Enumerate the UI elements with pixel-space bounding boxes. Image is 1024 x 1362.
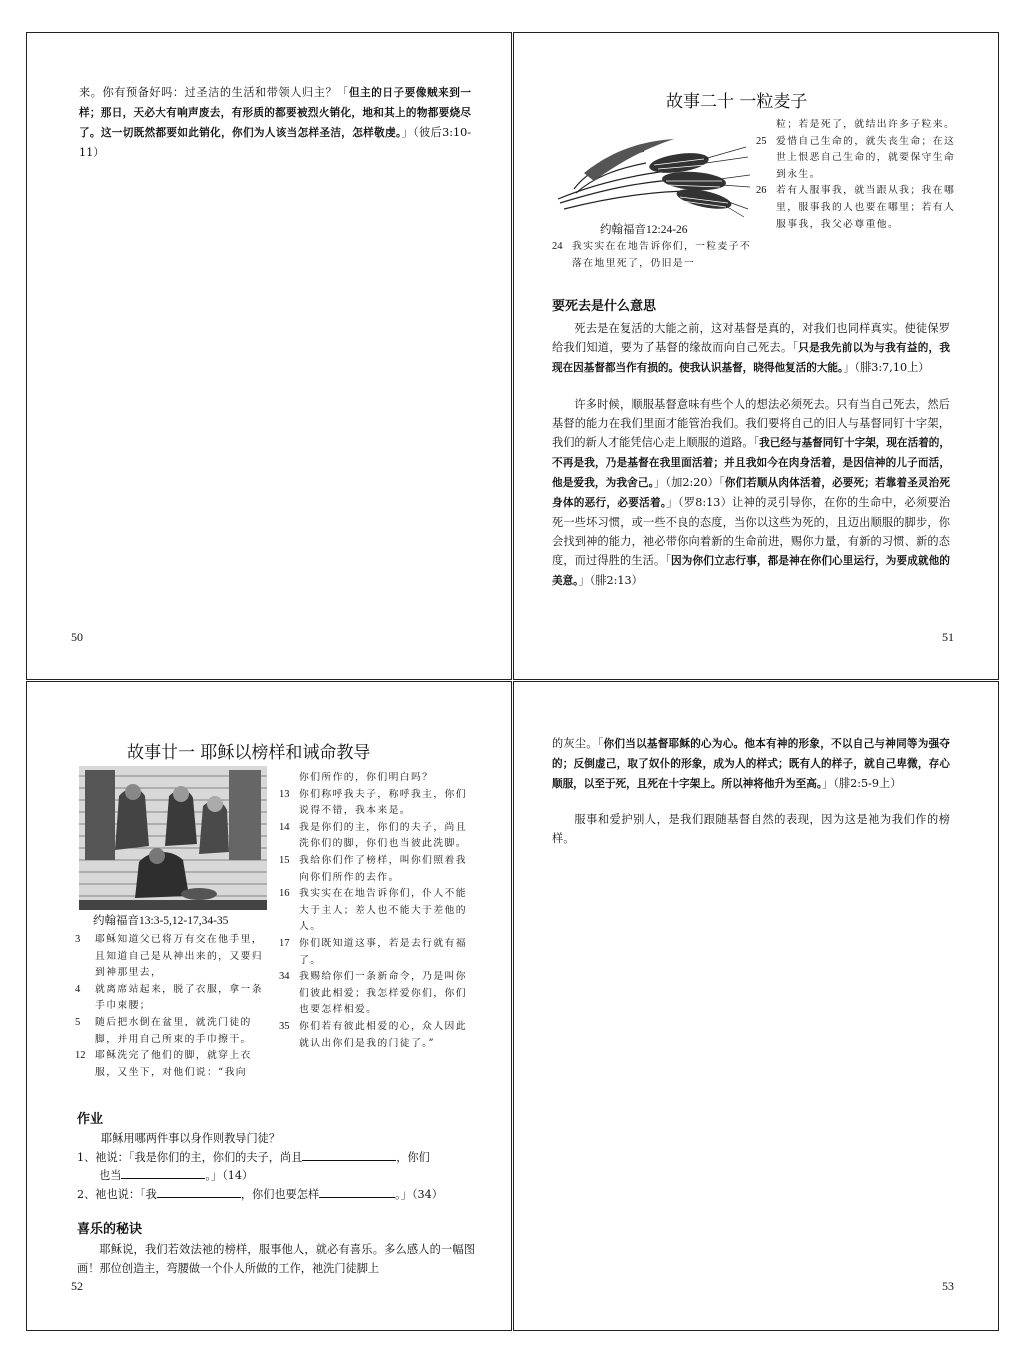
p50-bold-quote: 但主的日子要像贼来到一样；那日，天必大有响声废去，有形质的都要被烈火销化，地和其上的物都要烧尽了。这一切既然都要如此销化，你们为人该当怎样圣洁，怎样敬虔。 <box>79 87 471 139</box>
page-53 <box>513 681 999 1331</box>
verse-number: 26 <box>756 185 767 197</box>
verse-text: 我实实在在地告诉你们，一粒麦子不落在地里死了，仍旧是一 <box>572 241 752 269</box>
verse-text: 就离席站起来，脱了衣服，拿一条手巾束腰； <box>95 983 263 1012</box>
joy-paragraph: 耶稣说，我们若效法祂的榜样，服事他人，就必有喜乐。多么感人的一幅图画！那位创造主，弯腰做一个仆人所做的工作，祂洗门徒脚上 <box>77 1243 475 1275</box>
page-number: 50 <box>71 630 83 644</box>
page-52 <box>26 681 512 1331</box>
verse-text: 你们若有彼此相爱的心，众人因此就认出你们是我的门徒了。” <box>299 1020 467 1049</box>
verse-text: 你们称呼我夫子，称呼我主，你们说得不错，我本来是。 <box>299 788 467 817</box>
answer-blank[interactable] <box>157 1186 241 1198</box>
page-number: 53 <box>942 1279 954 1293</box>
page-number: 52 <box>71 1279 83 1293</box>
verse-text: 我是你们的主，你们的夫子，尚且洗你们的脚，你们也当彼此洗脚。 <box>299 821 467 850</box>
verse <box>279 787 477 820</box>
verses-right <box>756 117 956 233</box>
p53-paragraph-2: 服事和爱护别人，是我们跟随基督自然的表现，因为这是祂为我们作的榜样。 <box>552 813 950 845</box>
answer-blank[interactable] <box>319 1186 395 1198</box>
verse <box>279 1019 477 1052</box>
verse-text: 随后把水倒在盆里，就洗门徒的脚，并用自己所束的手巾擦干。 <box>95 1016 252 1045</box>
foot-washing-illustration <box>79 766 267 910</box>
verse-number <box>756 117 776 134</box>
verse-number: 12 <box>75 1050 86 1062</box>
verse <box>279 853 477 886</box>
story-title: 故事二十 一粒麦子 <box>666 92 808 112</box>
verse-text: 我给你们作了榜样，叫你们照着我向你们所作的去作。 <box>299 854 467 883</box>
verse-number: 4 <box>75 983 81 995</box>
verse <box>279 936 477 969</box>
verse-number: 14 <box>279 821 290 833</box>
verse-number: 13 <box>279 788 290 800</box>
joy-heading: 喜乐的秘诀 <box>77 1222 143 1237</box>
verse-number <box>279 770 299 787</box>
verse <box>756 117 956 134</box>
verse <box>756 183 956 233</box>
verse-number: 25 <box>756 135 767 147</box>
verse-number: 34 <box>279 971 290 983</box>
verse <box>75 1015 273 1048</box>
verse-text: 耶稣知道父已将万有交在他手里，且知道自己是从神出来的，又要归到神那里去， <box>95 934 263 979</box>
verse-text: 粒；若是死了，就结出许多子粒来。 <box>776 119 956 130</box>
wheat-illustration <box>554 129 750 221</box>
verse <box>756 134 956 184</box>
section-heading: 要死去是什么意思 <box>552 299 657 314</box>
scripture-reference: 约翰福音13:3-5,12-17,34-35 <box>93 915 229 927</box>
verse <box>75 1048 273 1081</box>
verse <box>75 982 273 1015</box>
verse-number: 15 <box>279 854 290 866</box>
verse-number: 17 <box>279 937 290 949</box>
p50-body: 来。你有预备好吗：过圣洁的生活和带领人归主？「但主的日子要像贼来到一样；那日，天必大有响声废去，有形质的都要被烈火销化，地和其上的物都要烧尽了。这一切既然都要如此销化，你们为人该当怎样圣洁，怎样敬虔。」（彼后3:10-11） <box>79 86 471 159</box>
verse <box>75 932 273 982</box>
homework-item-2: 2、祂也说：「我 ，你们也要怎样 。」（34） <box>77 1187 443 1201</box>
verse-number: 3 <box>75 934 81 945</box>
verse <box>552 239 752 272</box>
verse-text: 若有人服事我，就当跟从我；我在哪里，服事我的人也要在哪里；若有人服事我，我父必尊重他。 <box>776 185 956 230</box>
p51-paragraph-2: 许多时候，顺服基督意味有些个人的想法必须死去。只有当自己死去，然后基督的能力在我们里面才能管治我们。我们要将自己的旧人与基督同钉十字架，我们的新人才能凭信心走上顺服的道路。「我已经与基督同钉十字架，现在活着的，不再是我，乃是基督在我里面活着；并且我如今在肉身活着，是因信神的儿子而活，他是爱我，为我舍己。」（加2:20）「你们若顺从肉体活着，必要死；若靠着圣灵治死身体的恶行，必要活着。」（罗8:13）让神的灵引导你，在你的生命中，必须要治死一些坏习惯，或一些不良的态度，当你以这些为死的，且迈出顺服的脚步，你会找到神的能力，祂必带你向着新的生命前进，赐你力量，有新的习惯、新的态度，而过得胜的生活。「因为你们立志行事，都是神在你们心里运行，为要成就他的美意。」（腓2:13） <box>552 398 951 587</box>
verses-left <box>552 239 752 272</box>
verse-number: 5 <box>75 1016 81 1028</box>
verse-text: 你们既知道这事，若是去行就有福了。 <box>299 937 467 966</box>
verses-right <box>279 770 477 1052</box>
scripture-reference: 约翰福音12:24-26 <box>600 224 688 236</box>
verse <box>279 886 477 936</box>
verse-text: 爱惜自己生命的，就失丧生命；在这世上恨恶自己生命的，就要保守生命到永生。 <box>776 135 956 180</box>
homework-item-1: 1、祂说：「我是你们的主，你们的夫子，尚且 ，你们 <box>77 1150 430 1164</box>
verses-left <box>75 932 273 1081</box>
verse <box>279 969 477 1019</box>
story-title: 故事廿一 耶稣以榜样和诫命教导 <box>127 743 371 763</box>
answer-blank[interactable] <box>302 1149 396 1161</box>
verse-text: 我实实在在地告诉你们，仆人不能大于主人；差人也不能大于差他的人。 <box>299 888 467 933</box>
p53-paragraph-1: 的灰尘。「你们当以基督耶稣的心为心。他本有神的形象，不以自己与神同等为强夺的；反倒虚己，取了奴仆的形象，成为人的样式；既有人的样子，就自己卑微，存心顺服，以至于死，且死在十字架上。所以神将他升为至高。」（腓2:5-9上） <box>552 737 950 790</box>
verse <box>279 770 477 787</box>
page-number: 51 <box>942 630 954 644</box>
homework-body <box>77 1130 477 1204</box>
homework-question: 耶稣用哪两件事以身作则教导门徒？ <box>101 1132 281 1145</box>
page-51 <box>513 32 999 680</box>
verse-number: 16 <box>279 888 290 900</box>
verse <box>279 820 477 853</box>
verse-text: 耶稣洗完了他们的脚，就穿上衣服，又坐下，对他们说：“我向 <box>95 1050 252 1078</box>
homework-heading: 作业 <box>77 1112 104 1127</box>
p51-paragraph-1: 死去是在复活的大能之前，这对基督是真的，对我们也同样真实。使徒保罗给我们知道，要为了基督的缘故而向自己死去。「只是我先前以为与我有益的，我现在因基督都当作有损的。使我认识基督，晓得他复活的大能。」（腓3:7,10上） <box>552 322 951 374</box>
verse-number: 24 <box>552 241 563 252</box>
homework-item-1-cont: 也当 。」（14） <box>99 1169 254 1182</box>
answer-blank[interactable] <box>121 1167 205 1179</box>
page-50 <box>26 32 512 680</box>
verse-number: 35 <box>279 1020 290 1032</box>
verse-text: 你们所作的，你们明白吗？ <box>299 772 434 783</box>
verse-text: 我赐给你们一条新命令，乃是叫你们彼此相爱；我怎样爱你们，你们也要怎样相爱。 <box>299 971 467 1016</box>
